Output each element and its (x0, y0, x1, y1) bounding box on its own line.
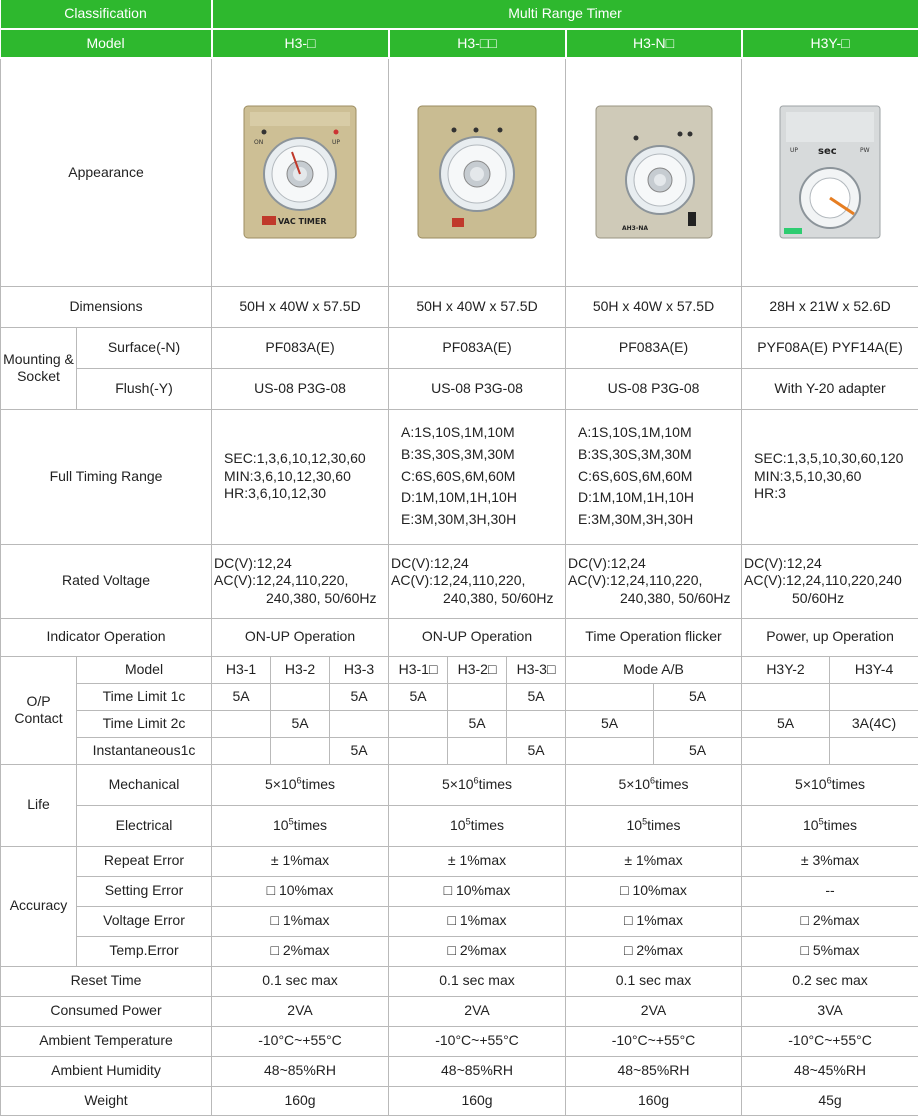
weight-value: 160g (566, 1086, 742, 1115)
timing-label: Full Timing Range (1, 409, 212, 544)
timing-value: SEC:1,3,5,10,30,60,120 MIN:3,5,10,30,60 HR:3 (742, 409, 918, 544)
product-image-h3n (566, 58, 742, 286)
op-model-label: Model (77, 656, 212, 683)
svg-text:sec: sec (818, 146, 837, 158)
electrical-value: $10^5times$ (742, 805, 918, 846)
timing-value: A:1S,10S,1M,10M B:3S,30S,3M,30M C:6S,60S,6M,60M D:1M,10M,1H,10H E:3M,30M,3H,30H (566, 409, 742, 544)
timing-value: SEC:1,3,6,10,12,30,60 MIN:3,6,10,12,30,60 HR:3,6,10,12,30 (212, 409, 389, 544)
temperature-value: -10°C~+55°C (742, 1026, 918, 1056)
repeat-error-value: ± 1%max (389, 846, 566, 876)
electrical-label: Electrical (77, 805, 212, 846)
op-model: H3-1□ (389, 656, 448, 683)
temperature-value: -10°C~+55°C (389, 1026, 566, 1056)
multi-range-timer-header: Multi Range Timer (212, 0, 918, 29)
op-model: H3Y-2 (742, 656, 830, 683)
tl1-cell: 5A (330, 683, 389, 710)
temp-error-value: □ 2%max (212, 936, 389, 966)
dimensions-value: 50H x 40W x 57.5D (566, 286, 742, 327)
indicator-value: Time Operation flicker (566, 618, 742, 656)
power-value: 2VA (389, 996, 566, 1026)
repeat-error-value: ± 1%max (566, 846, 742, 876)
appearance-label: Appearance (1, 58, 212, 286)
mechanical-label: Mechanical (77, 764, 212, 805)
svg-text:UP: UP (332, 139, 341, 147)
op-model: Mode A/B (566, 656, 742, 683)
voltage-value: DC(V):12,24 AC(V):12,24,110,220, 240,380, 50/60Hz (212, 544, 389, 618)
repeat-error-value: ± 1%max (212, 846, 389, 876)
op-model: H3-2 (271, 656, 330, 683)
tl1-cell: 5A (507, 683, 566, 710)
tl2-cell: 3A(4C) (830, 710, 918, 737)
mechanical-value: $5\times 10^6times$ (212, 764, 389, 805)
temp-error-value: □ 2%max (389, 936, 566, 966)
tl1-cell (448, 683, 507, 710)
repeat-error-value: ± 3%max (742, 846, 918, 876)
weight-label: Weight (1, 1086, 212, 1115)
humidity-value: 48~45%RH (742, 1056, 918, 1086)
humidity-value: 48~85%RH (389, 1056, 566, 1086)
electrical-value: $10^5times$ (566, 805, 742, 846)
model-h3y: H3Y-□ (742, 29, 918, 58)
weight-value: 160g (212, 1086, 389, 1115)
tl2-cell (389, 710, 448, 737)
tl1-label: Time Limit 1c (77, 683, 212, 710)
reset-time-value: 0.1 sec max (389, 966, 566, 996)
tl2-cell (507, 710, 566, 737)
timing-value: A:1S,10S,1M,10M B:3S,30S,3M,30M C:6S,60S,6M,60M D:1M,10M,1H,10H E:3M,30M,3H,30H (389, 409, 566, 544)
voltage-error-value: □ 2%max (742, 906, 918, 936)
weight-value: 45g (742, 1086, 918, 1115)
inst-cell (742, 737, 830, 764)
accuracy-label: Accuracy (1, 846, 77, 966)
indicator-value: Power, up Operation (742, 618, 918, 656)
surface-label: Surface(-N) (77, 327, 212, 368)
dimensions-label: Dimensions (1, 286, 212, 327)
svg-text:ON: ON (254, 139, 264, 147)
product-image-h3 (212, 58, 389, 286)
product-image-h3y (742, 58, 918, 286)
voltage-error-value: □ 1%max (566, 906, 742, 936)
classification-header: Classification (1, 0, 212, 29)
voltage-error-value: □ 1%max (212, 906, 389, 936)
op-model: H3-3□ (507, 656, 566, 683)
model-h3-double: H3-□□ (389, 29, 566, 58)
tl2-cell: 5A (566, 710, 654, 737)
tl1-cell: 5A (654, 683, 742, 710)
temp-error-label: Temp.Error (77, 936, 212, 966)
flush-value: US-08 P3G-08 (566, 368, 742, 409)
setting-error-value: □ 10%max (566, 876, 742, 906)
humidity-value: 48~85%RH (212, 1056, 389, 1086)
reset-time-value: 0.1 sec max (212, 966, 389, 996)
inst-cell (212, 737, 271, 764)
inst-cell (830, 737, 918, 764)
mechanical-value: $5\times 10^6times$ (566, 764, 742, 805)
op-model: H3-3 (330, 656, 389, 683)
tl2-cell (212, 710, 271, 737)
tl2-cell: 5A (448, 710, 507, 737)
mounting-label: Mounting & Socket (1, 327, 77, 409)
reset-time-label: Reset Time (1, 966, 212, 996)
life-label: Life (1, 764, 77, 846)
model-header: Model (1, 29, 212, 58)
repeat-error-label: Repeat Error (77, 846, 212, 876)
tl2-label: Time Limit 2c (77, 710, 212, 737)
inst-cell (389, 737, 448, 764)
svg-text:AH3-NA: AH3-NA (621, 225, 648, 233)
setting-error-label: Setting Error (77, 876, 212, 906)
tl1-cell: 5A (389, 683, 448, 710)
tl2-cell: 5A (742, 710, 830, 737)
surface-value: PF083A(E) (389, 327, 566, 368)
tl2-cell (654, 710, 742, 737)
voltage-value: DC(V):12,24 AC(V):12,24,110,220,240 50/60Hz (742, 544, 918, 618)
temp-error-value: □ 5%max (742, 936, 918, 966)
reset-time-value: 0.2 sec max (742, 966, 918, 996)
inst-cell (448, 737, 507, 764)
temp-error-value: □ 2%max (566, 936, 742, 966)
flush-value: With Y-20 adapter (742, 368, 918, 409)
indicator-value: ON-UP Operation (212, 618, 389, 656)
indicator-label: Indicator Operation (1, 618, 212, 656)
op-contact-label: O/P Contact (1, 656, 77, 764)
inst-cell (566, 737, 654, 764)
tl1-cell (830, 683, 918, 710)
tl1-cell (566, 683, 654, 710)
power-value: 3VA (742, 996, 918, 1026)
power-value: 2VA (566, 996, 742, 1026)
inst-cell (271, 737, 330, 764)
temperature-label: Ambient Temperature (1, 1026, 212, 1056)
setting-error-value: □ 10%max (212, 876, 389, 906)
op-model: H3Y-4 (830, 656, 918, 683)
surface-value: PF083A(E) (566, 327, 742, 368)
tl2-cell: 5A (271, 710, 330, 737)
svg-text:VAC TIMER: VAC TIMER (278, 217, 327, 227)
voltage-value: DC(V):12,24 AC(V):12,24,110,220, 240,380, 50/60Hz (566, 544, 742, 618)
tl1-cell: 5A (212, 683, 271, 710)
dimensions-value: 50H x 40W x 57.5D (212, 286, 389, 327)
humidity-value: 48~85%RH (566, 1056, 742, 1086)
temperature-value: -10°C~+55°C (212, 1026, 389, 1056)
tl1-cell (271, 683, 330, 710)
flush-label: Flush(-Y) (77, 368, 212, 409)
inst-label: Instantaneous1c (77, 737, 212, 764)
temperature-value: -10°C~+55°C (566, 1026, 742, 1056)
flush-value: US-08 P3G-08 (389, 368, 566, 409)
tl2-cell (330, 710, 389, 737)
indicator-value: ON-UP Operation (389, 618, 566, 656)
op-model: H3-2□ (448, 656, 507, 683)
inst-cell: 5A (330, 737, 389, 764)
mechanical-value: $5\times 10^6times$ (742, 764, 918, 805)
product-image-h3-double (389, 58, 566, 286)
surface-value: PYF08A(E) PYF14A(E) (742, 327, 918, 368)
inst-cell: 5A (654, 737, 742, 764)
mechanical-value: $5\times 10^6times$ (389, 764, 566, 805)
power-value: 2VA (212, 996, 389, 1026)
op-model: H3-1 (212, 656, 271, 683)
model-h3n: H3-N□ (566, 29, 742, 58)
flush-value: US-08 P3G-08 (212, 368, 389, 409)
reset-time-value: 0.1 sec max (566, 966, 742, 996)
setting-error-value: -- (742, 876, 918, 906)
model-h3: H3-□ (212, 29, 389, 58)
humidity-label: Ambient Humidity (1, 1056, 212, 1086)
electrical-value: $10^5times$ (212, 805, 389, 846)
weight-value: 160g (389, 1086, 566, 1115)
inst-cell: 5A (507, 737, 566, 764)
svg-text:UP: UP (790, 147, 799, 155)
tl1-cell (742, 683, 830, 710)
voltage-label: Rated Voltage (1, 544, 212, 618)
setting-error-value: □ 10%max (389, 876, 566, 906)
dimensions-value: 50H x 40W x 57.5D (389, 286, 566, 327)
electrical-value: $10^5times$ (389, 805, 566, 846)
power-label: Consumed Power (1, 996, 212, 1026)
voltage-error-label: Voltage Error (77, 906, 212, 936)
svg-text:PW: PW (860, 147, 870, 155)
surface-value: PF083A(E) (212, 327, 389, 368)
dimensions-value: 28H x 21W x 52.6D (742, 286, 918, 327)
voltage-value: DC(V):12,24 AC(V):12,24,110,220, 240,380, 50/60Hz (389, 544, 566, 618)
voltage-error-value: □ 1%max (389, 906, 566, 936)
